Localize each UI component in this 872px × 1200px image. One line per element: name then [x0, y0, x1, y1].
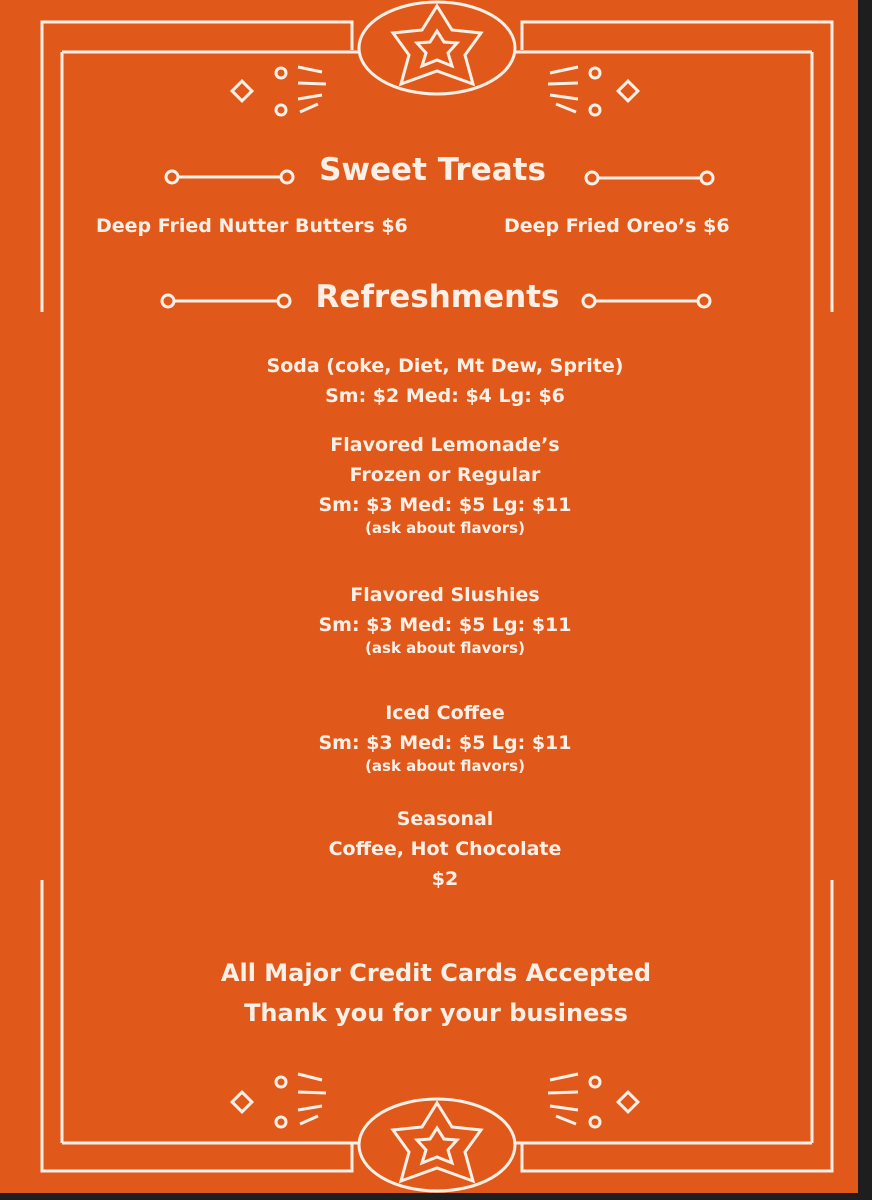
menu-item-iced-coffee-name: Iced Coffee [385, 702, 505, 724]
sweet-treats-right-line-icon [586, 172, 713, 184]
refreshments-right-line-icon [583, 295, 710, 307]
menu-item-lemonade-sub: Frozen or Regular [349, 464, 541, 486]
menu-item-soda-prices: Sm: $2 Med: $4 Lg: $6 [325, 385, 565, 407]
top-left-spark-icon [232, 67, 326, 115]
menu-item-iced-coffee-prices: Sm: $3 Med: $5 Lg: $11 [318, 732, 572, 754]
menu-item-slushies-prices: Sm: $3 Med: $5 Lg: $11 [318, 614, 572, 636]
footer-credit-cards: All Major Credit Cards Accepted [220, 959, 652, 987]
sweet-treats-heading: Sweet Treats [319, 152, 546, 188]
menu-item-lemonade-name: Flavored Lemonade’s [330, 434, 560, 456]
menu-item-seasonal-name: Seasonal [396, 808, 494, 830]
menu-item-lemonade-prices: Sm: $3 Med: $5 Lg: $11 [318, 494, 572, 516]
bottom-right-spark-icon [548, 1074, 638, 1127]
menu-item-slushies-note: (ask about flavors) [365, 639, 525, 657]
menu-item-soda-name: Soda (coke, Diet, Mt Dew, Sprite) [266, 355, 624, 377]
menu-item-lemonade-note: (ask about flavors) [365, 519, 525, 537]
menu-item-nutter-butters: Deep Fried Nutter Butters $6 [96, 215, 408, 237]
bottom-left-spark-icon [232, 1074, 326, 1127]
sweet-treats-left-line-icon [166, 171, 293, 183]
top-right-spark-icon [548, 67, 638, 115]
menu-item-seasonal-sub: Coffee, Hot Chocolate [328, 838, 562, 860]
footer-thank-you: Thank you for your business [244, 999, 628, 1027]
bottom-ornament-icon [359, 1099, 515, 1191]
menu-item-seasonal-prices: $2 [431, 868, 459, 890]
menu-item-oreos: Deep Fried Oreo’s $6 [504, 215, 730, 237]
refreshments-left-line-icon [162, 295, 290, 307]
refreshments-heading: Refreshments [315, 279, 560, 315]
menu-item-slushies-name: Flavored Slushies [350, 584, 540, 606]
top-ornament-icon [359, 2, 515, 94]
menu-item-iced-coffee-note: (ask about flavors) [365, 757, 525, 775]
